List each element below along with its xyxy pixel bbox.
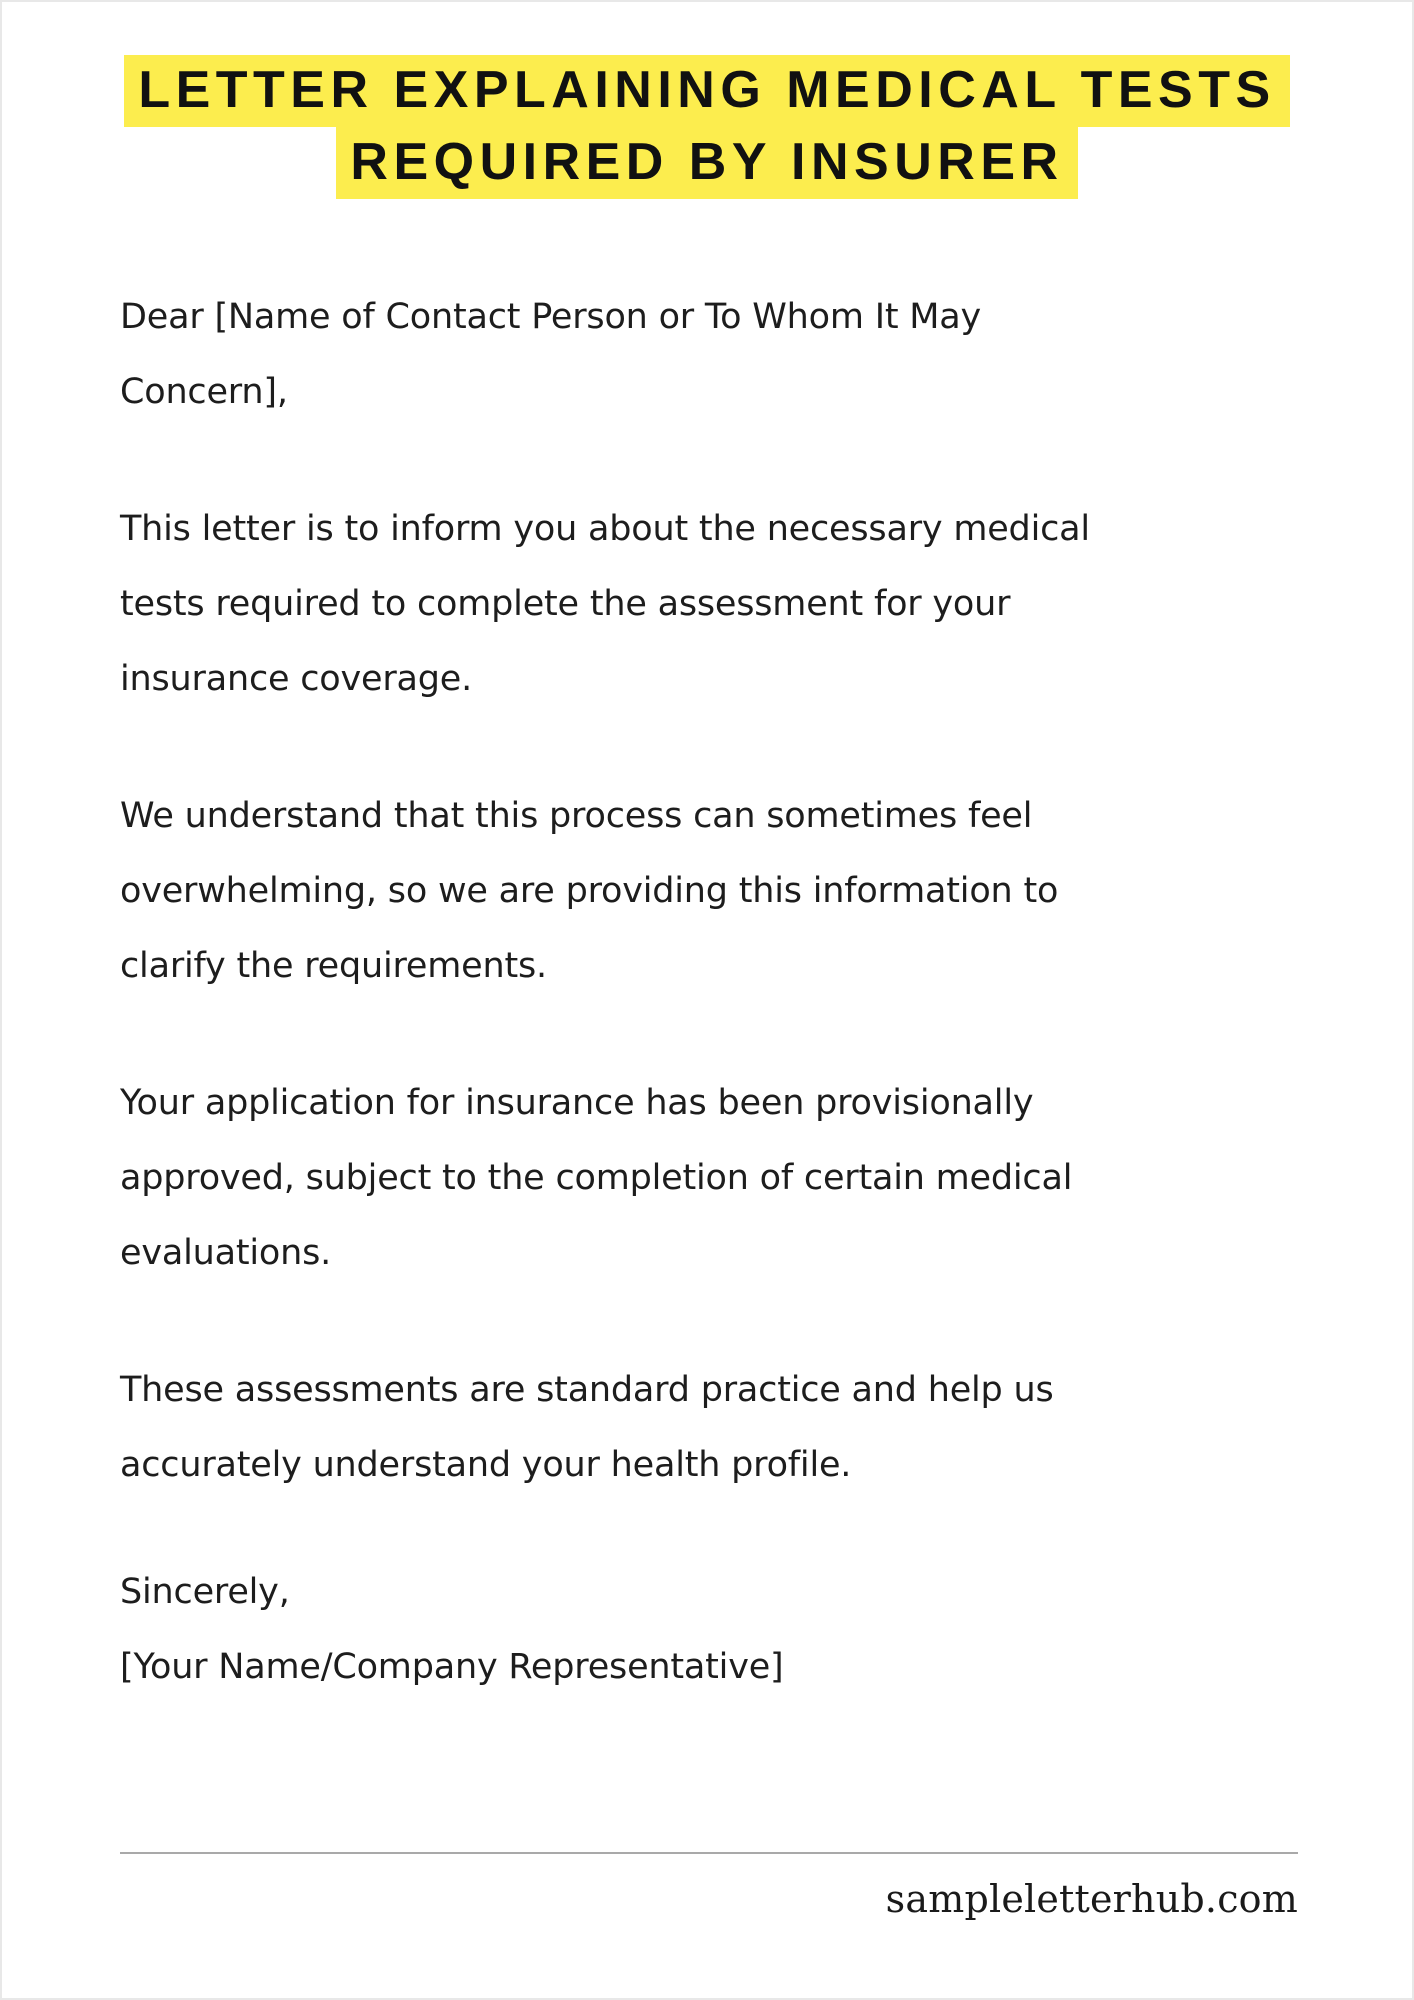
paragraph-reassurance	[120, 779, 1300, 1004]
paragraph-reassurance-line-1: We understand that this process can sometimes feel	[120, 796, 1033, 836]
paragraph-reassurance-line-3: clarify the requirements.	[120, 946, 547, 986]
paragraph-approval-status-line-3: evaluations.	[120, 1233, 332, 1273]
paragraph-standard-practice-line-2: accurately understand your health profile.	[120, 1445, 852, 1485]
page-footer	[120, 1852, 1298, 1922]
paragraph-standard-practice	[120, 1353, 1300, 1503]
letter-body	[120, 280, 1300, 1705]
paragraph-reassurance-line-2: overwhelming, so we are providing this information to	[120, 871, 1059, 911]
paragraph-purpose-line-2: tests required to complete the assessment for your	[120, 584, 1011, 624]
paragraph-approval-status-line-2: approved, subject to the completion of certain medical	[120, 1158, 1073, 1198]
title-line-2	[24, 126, 1390, 198]
closing-salutation: Sincerely,	[120, 1572, 290, 1612]
footer-website: sampleletterhub.com	[885, 1877, 1298, 1921]
paragraph-purpose-line-3: insurance coverage.	[120, 659, 473, 699]
paragraph-approval-status	[120, 1066, 1300, 1291]
paragraph-purpose-line-1: This letter is to inform you about the necessary medical	[120, 509, 1090, 549]
footer-divider	[120, 1852, 1298, 1854]
salutation	[120, 280, 1300, 430]
salutation-line-2: Concern],	[120, 372, 288, 412]
paragraph-purpose	[120, 492, 1300, 717]
paragraph-approval-status-line-1: Your application for insurance has been provisionally	[120, 1083, 1034, 1123]
title-line-1	[24, 54, 1390, 126]
paragraph-standard-practice-line-1: These assessments are standard practice and help us	[120, 1370, 1054, 1410]
closing-block	[120, 1555, 1300, 1705]
salutation-line-1: Dear [Name of Contact Person or To Whom It May	[120, 297, 982, 337]
title-line-1-text: LETTER EXPLAINING MEDICAL TESTS	[124, 55, 1289, 127]
closing-signature: [Your Name/Company Representative]	[120, 1647, 784, 1687]
page-title	[2, 54, 1412, 198]
title-line-2-text: REQUIRED BY INSURER	[336, 127, 1077, 199]
